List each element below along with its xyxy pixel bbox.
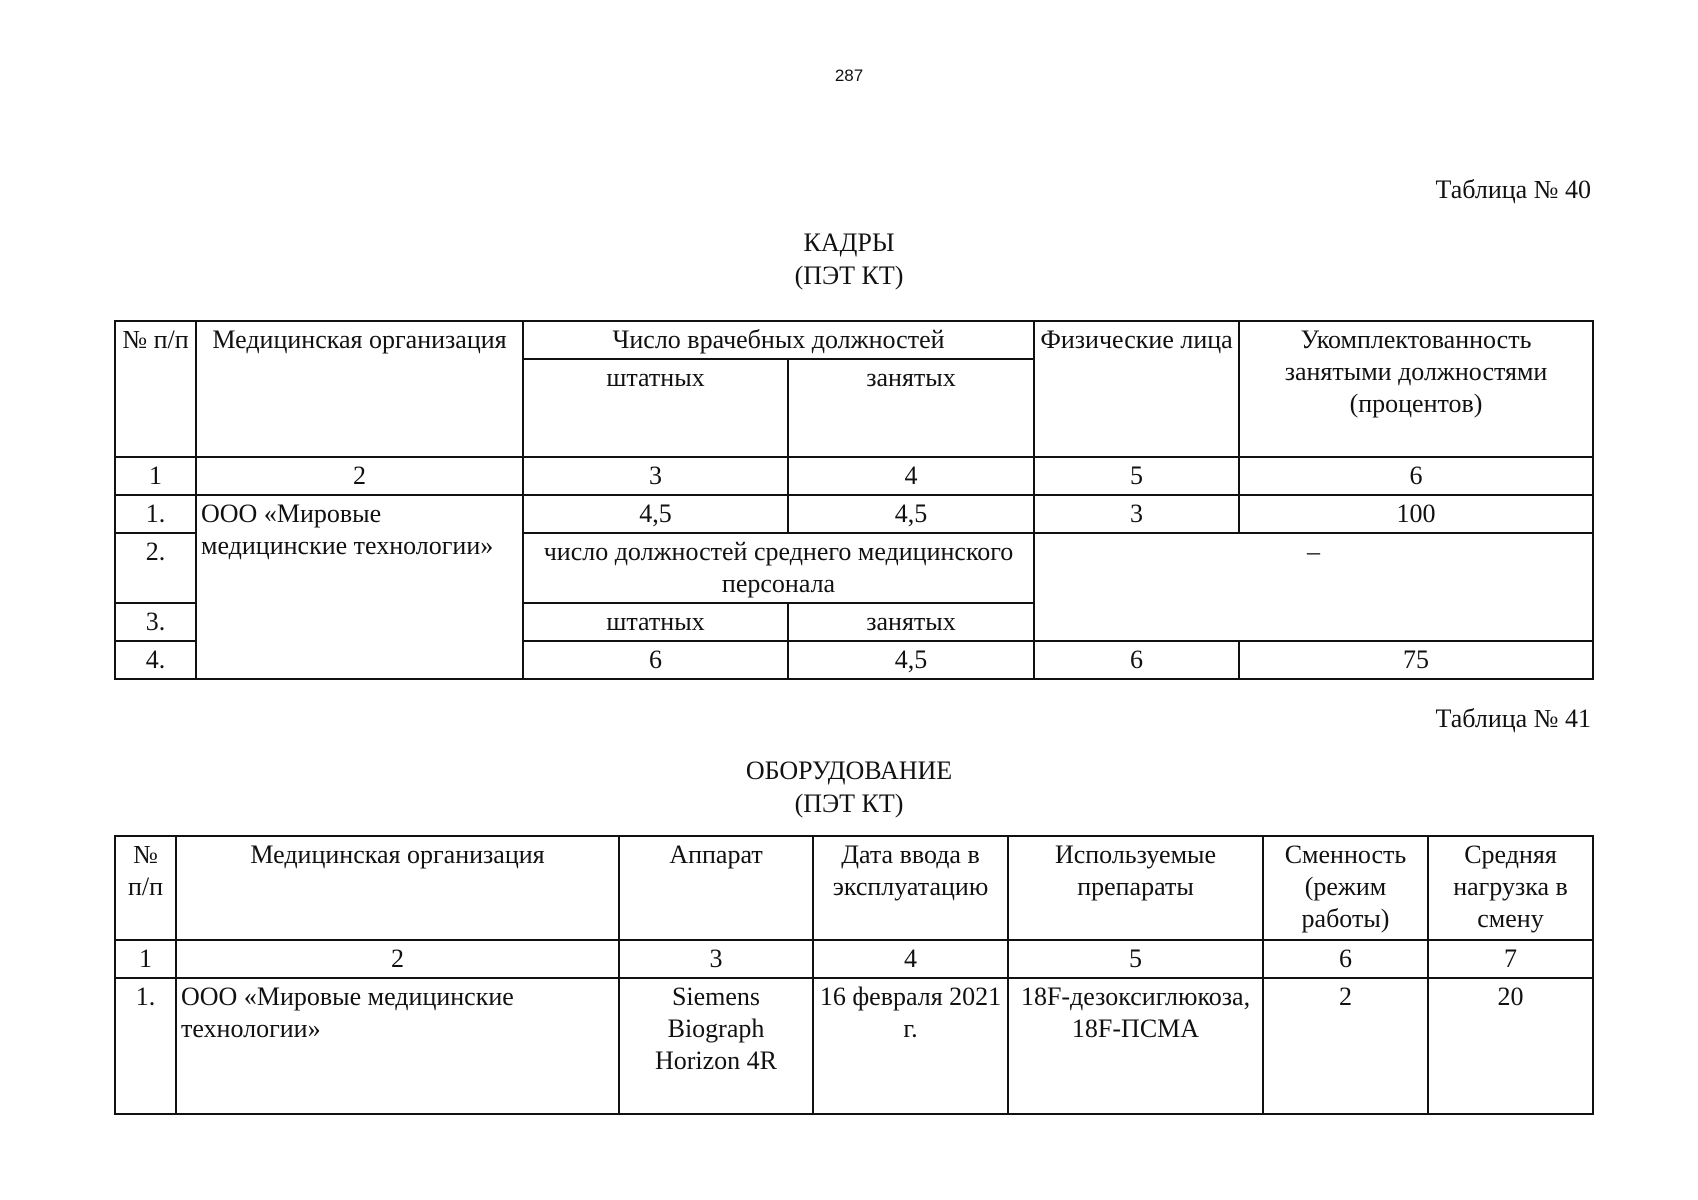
row-num: 1. bbox=[115, 978, 176, 1114]
header-doctor-positions: Число врачебных должностей bbox=[523, 321, 1034, 359]
col-number: 3 bbox=[619, 940, 813, 978]
col-number: 4 bbox=[813, 940, 1008, 978]
table-40-subtitle: (ПЭТ КТ) bbox=[794, 261, 904, 290]
table-41-subtitle: (ПЭТ КТ) bbox=[794, 789, 904, 818]
col-number: 7 bbox=[1428, 940, 1593, 978]
header-occupied: занятых bbox=[788, 359, 1034, 457]
row-num: 1. bbox=[115, 495, 196, 533]
cell-drugs: 18F-дезоксиглюкоза, 18F-ПСМА bbox=[1008, 978, 1263, 1114]
row-num: 3. bbox=[115, 603, 196, 641]
col-number: 5 bbox=[1034, 457, 1239, 495]
row-num: 2. bbox=[115, 533, 196, 603]
col-number: 1 bbox=[115, 457, 196, 495]
table-41 bbox=[114, 835, 1594, 1115]
cell-load: 20 bbox=[1428, 978, 1593, 1114]
column-numbers-row bbox=[115, 457, 1593, 495]
header-date: Дата ввода в эксплуатацию bbox=[813, 836, 1008, 940]
cell-shift: 2 bbox=[1263, 978, 1428, 1114]
table-row bbox=[115, 978, 1593, 1114]
col-number: 6 bbox=[1239, 457, 1593, 495]
col-number: 1 bbox=[115, 940, 176, 978]
header-org: Медицинская организация bbox=[176, 836, 619, 940]
col-number: 4 bbox=[788, 457, 1034, 495]
cell-device: Siemens Biograph Horizon 4R bbox=[619, 978, 813, 1114]
cell-occupied: 4,5 bbox=[788, 641, 1034, 679]
cell-staff: штатных bbox=[523, 603, 788, 641]
page-number: 287 bbox=[834, 66, 864, 85]
cell-physical: 6 bbox=[1034, 641, 1239, 679]
nurse-positions-label: число должностей среднего медицинского персонала bbox=[523, 533, 1034, 603]
org-name: ООО «Мировые медицинские технологии» bbox=[196, 495, 523, 679]
table-40-label: Таблица № 40 bbox=[1435, 175, 1591, 204]
header-org: Медицинская организация bbox=[196, 321, 523, 457]
row-num: 4. bbox=[115, 641, 196, 679]
header-device: Аппарат bbox=[619, 836, 813, 940]
col-number: 3 bbox=[523, 457, 788, 495]
column-numbers-row bbox=[115, 940, 1593, 978]
header-staff: штатных bbox=[523, 359, 788, 457]
cell-staff: 6 bbox=[523, 641, 788, 679]
cell-staffing: 100 bbox=[1239, 495, 1593, 533]
table-41-title: ОБОРУДОВАНИЕ bbox=[745, 756, 953, 785]
header-num: № п/п bbox=[115, 836, 176, 940]
header-load: Средняя нагрузка в смену bbox=[1428, 836, 1593, 940]
cell-physical: 3 bbox=[1034, 495, 1239, 533]
table-40-title: КАДРЫ bbox=[803, 228, 895, 257]
table-41-label: Таблица № 41 bbox=[1435, 704, 1591, 733]
header-physical: Физические лица bbox=[1034, 321, 1239, 457]
header-drugs: Используемые препараты bbox=[1008, 836, 1263, 940]
header-num: № п/п bbox=[115, 321, 196, 457]
cell-staffing: 75 bbox=[1239, 641, 1593, 679]
org-name: ООО «Мировые медицинские технологии» bbox=[176, 978, 619, 1114]
col-number: 5 bbox=[1008, 940, 1263, 978]
table-row bbox=[115, 495, 1593, 533]
header-shift: Сменность (режим работы) bbox=[1263, 836, 1428, 940]
col-number: 2 bbox=[196, 457, 523, 495]
cell-staff: 4,5 bbox=[523, 495, 788, 533]
col-number: 2 bbox=[176, 940, 619, 978]
cell-occupied: 4,5 bbox=[788, 495, 1034, 533]
col-number: 6 bbox=[1263, 940, 1428, 978]
dash-cell: – bbox=[1034, 533, 1593, 641]
cell-occupied: занятых bbox=[788, 603, 1034, 641]
table-40 bbox=[114, 320, 1594, 680]
cell-date: 16 февраля 2021 г. bbox=[813, 978, 1008, 1114]
header-staffing: Укомплектованность занятыми должностями (процентов) bbox=[1239, 321, 1593, 457]
